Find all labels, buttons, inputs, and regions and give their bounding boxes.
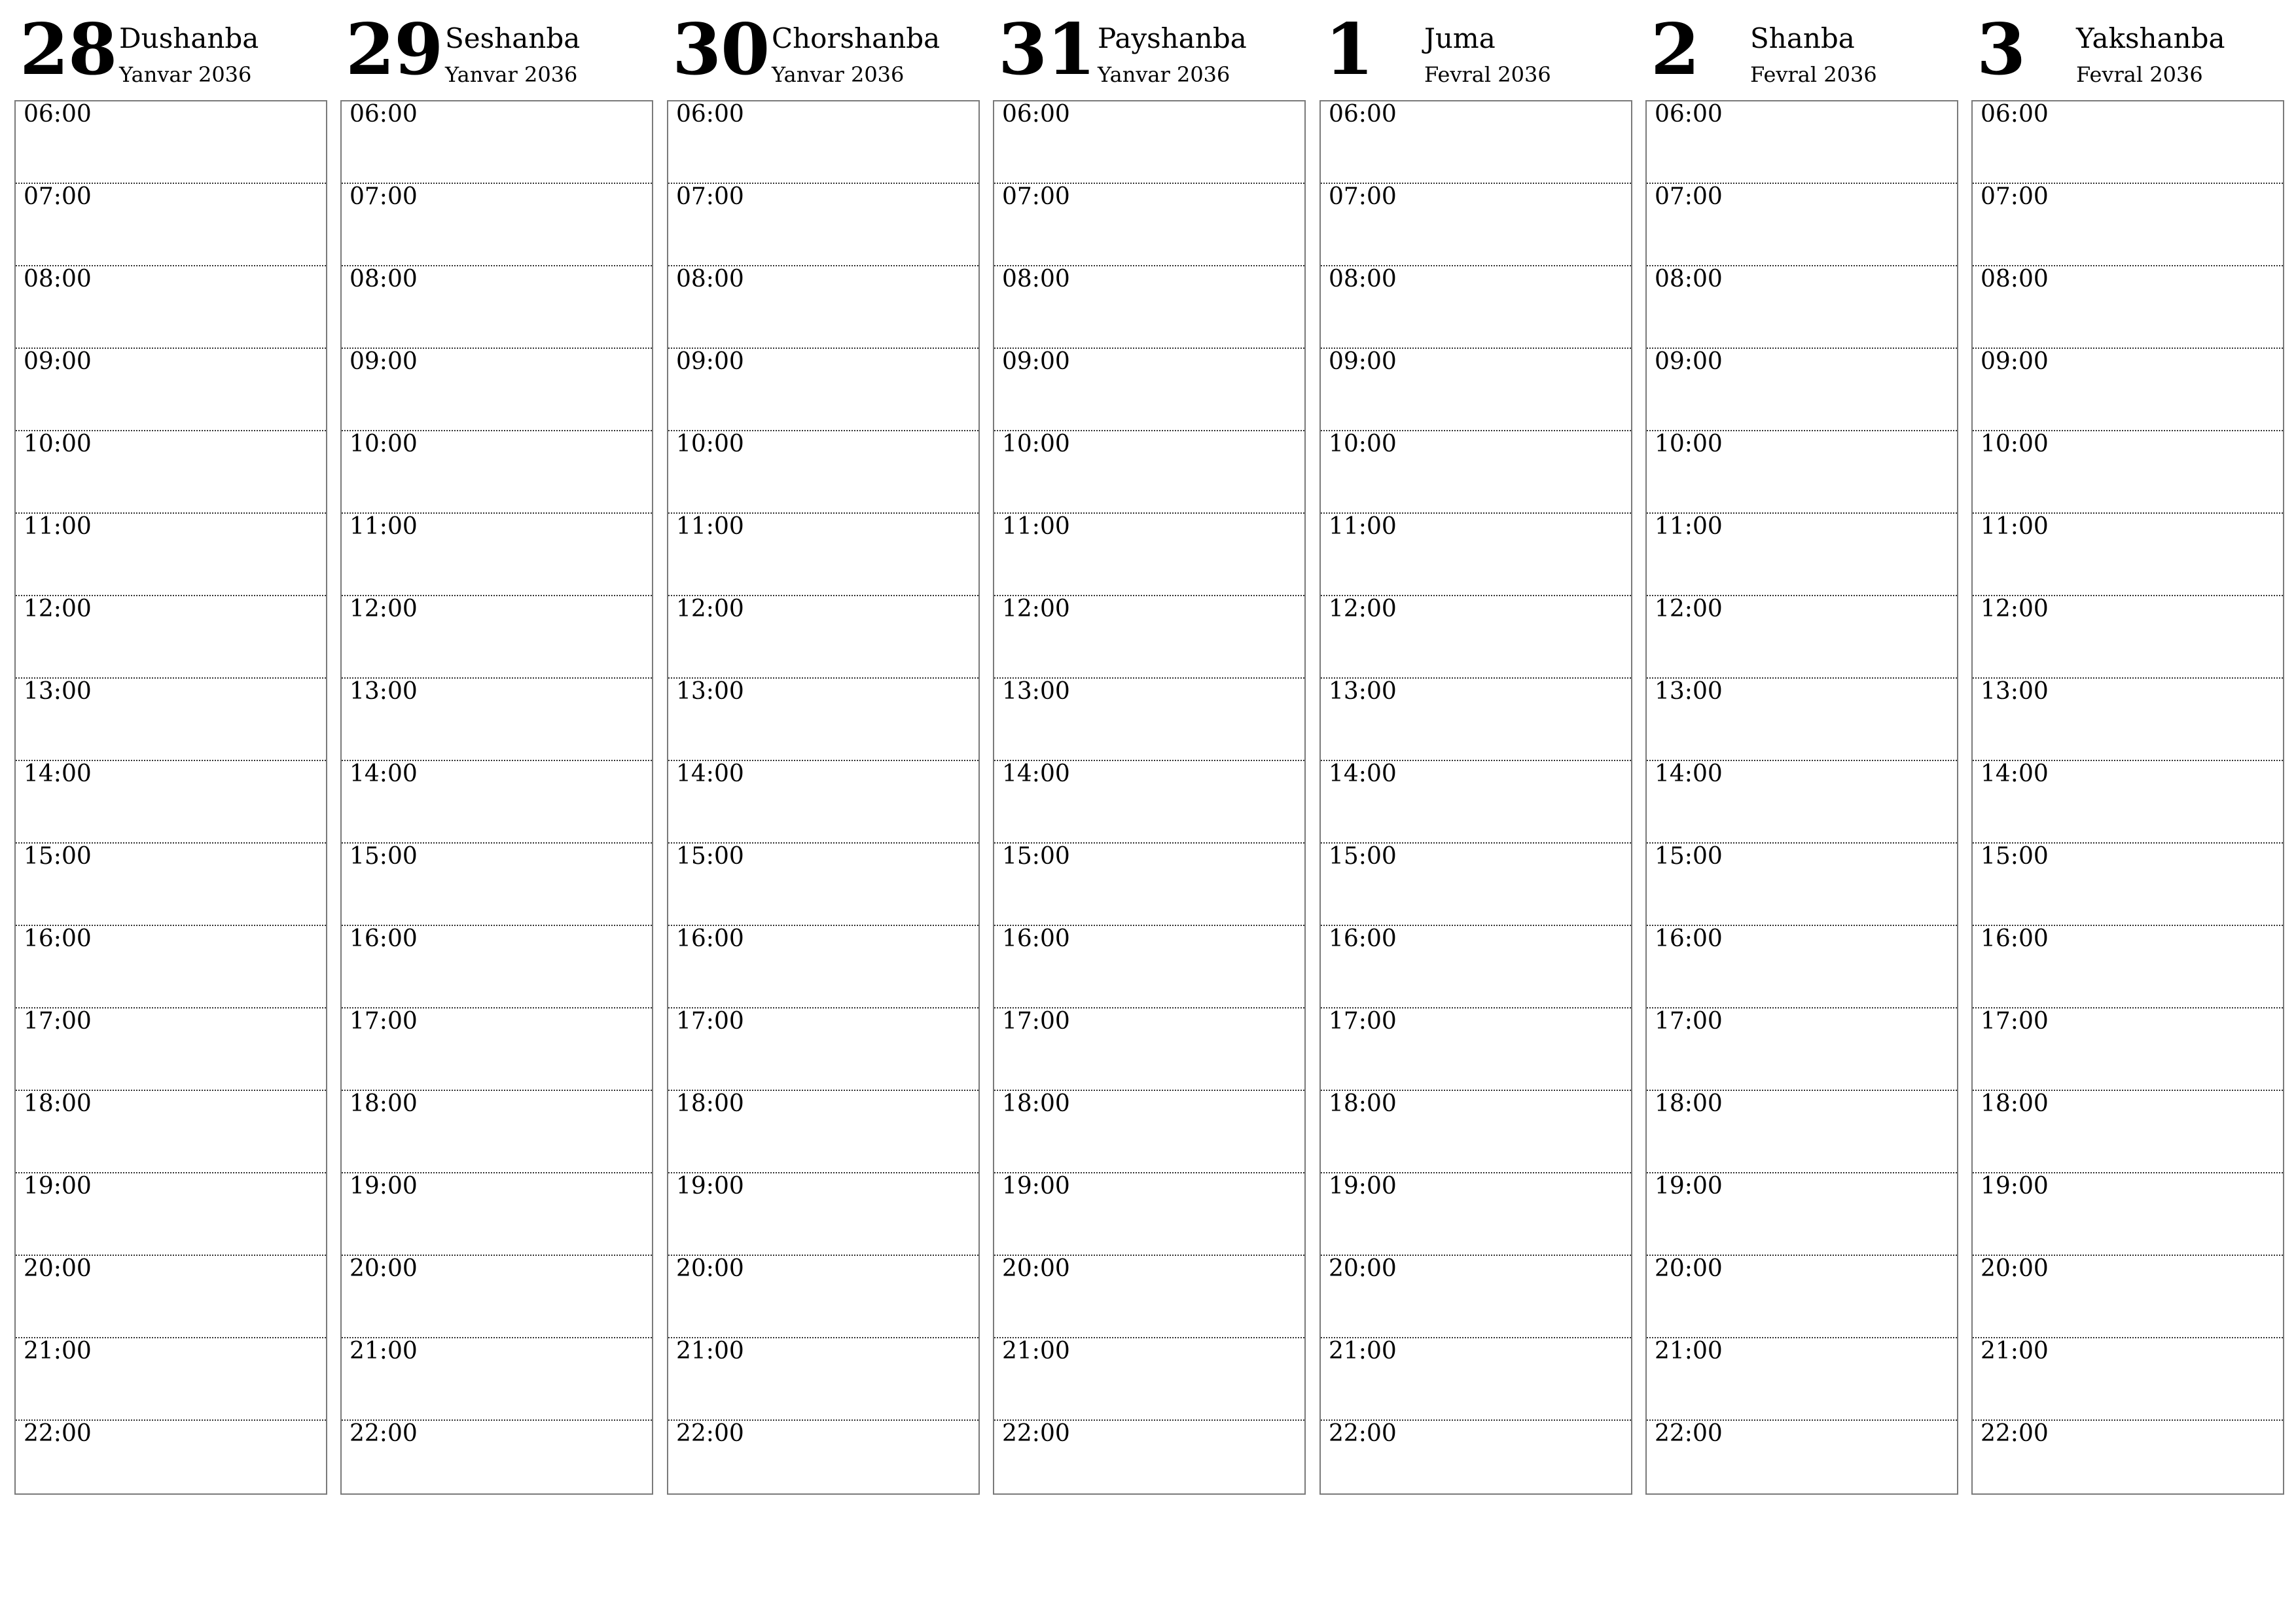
- hour-label: 20:00: [24, 1255, 92, 1282]
- hour-label: 09:00: [1329, 348, 1397, 375]
- hour-label: 19:00: [24, 1173, 92, 1200]
- hour-label: 10:00: [676, 431, 744, 457]
- hour-label: 19:00: [676, 1173, 744, 1200]
- hour-label: 07:00: [24, 183, 92, 210]
- day-header: [1319, 0, 1632, 98]
- hour-label: 15:00: [350, 843, 418, 870]
- hour-slot[interactable]: [1647, 266, 1957, 349]
- day-number: 3: [1977, 9, 2026, 91]
- hour-slot[interactable]: [16, 844, 326, 926]
- hour-label: 17:00: [1002, 1008, 1070, 1035]
- hour-slot[interactable]: [342, 679, 652, 761]
- hour-slot[interactable]: [342, 1338, 652, 1421]
- hour-label: 16:00: [24, 925, 92, 952]
- hour-label: 13:00: [24, 678, 92, 705]
- hour-label: 14:00: [1981, 760, 2049, 787]
- hour-slot[interactable]: [1647, 1338, 1957, 1421]
- hour-slot[interactable]: [342, 266, 652, 349]
- hour-label: 16:00: [350, 925, 418, 952]
- day-header: [340, 0, 653, 98]
- hour-label: 12:00: [1981, 596, 2049, 622]
- day-schedule-box: [1971, 100, 2284, 1495]
- hour-label: 18:00: [676, 1090, 744, 1117]
- hour-label: 10:00: [24, 431, 92, 457]
- hour-slot[interactable]: [1973, 679, 2283, 761]
- hour-slot[interactable]: [1647, 349, 1957, 431]
- day-column: [1645, 0, 1958, 1447]
- hour-slot[interactable]: [1321, 1173, 1631, 1256]
- hour-slot[interactable]: [1321, 761, 1631, 844]
- hour-slot[interactable]: [668, 761, 978, 844]
- day-number: 29: [346, 9, 443, 91]
- hour-slot[interactable]: [342, 514, 652, 596]
- hour-slot[interactable]: [1647, 926, 1957, 1008]
- hour-slot[interactable]: [16, 1091, 326, 1173]
- day-month: Fevral 2036: [2076, 62, 2203, 87]
- day-month: Yanvar 2036: [1098, 62, 1230, 87]
- day-month: Fevral 2036: [1424, 62, 1551, 87]
- day-number: 1: [1325, 9, 1374, 91]
- hour-slot[interactable]: [1647, 1008, 1957, 1091]
- hour-slot[interactable]: [994, 1008, 1304, 1091]
- hour-label: 10:00: [1655, 431, 1723, 457]
- hour-slot[interactable]: [342, 1421, 652, 1502]
- hour-label: 08:00: [1981, 266, 2049, 293]
- hour-label: 21:00: [24, 1338, 92, 1364]
- hour-label: 22:00: [24, 1420, 92, 1447]
- hour-slot[interactable]: [994, 1173, 1304, 1256]
- hour-slot[interactable]: [668, 514, 978, 596]
- hour-label: 15:00: [676, 843, 744, 870]
- hour-label: 21:00: [1002, 1338, 1070, 1364]
- hour-slot[interactable]: [994, 1421, 1304, 1502]
- hour-label: 10:00: [350, 431, 418, 457]
- hour-label: 18:00: [24, 1090, 92, 1117]
- hour-slot[interactable]: [1321, 431, 1631, 514]
- day-column: [1971, 0, 2284, 1447]
- hour-label: 07:00: [1981, 183, 2049, 210]
- hour-slot[interactable]: [1973, 184, 2283, 266]
- hour-slot[interactable]: [668, 1338, 978, 1421]
- hour-slot[interactable]: [668, 1173, 978, 1256]
- hour-label: 14:00: [1655, 760, 1723, 787]
- hour-slot[interactable]: [1321, 596, 1631, 679]
- hour-slot[interactable]: [1647, 431, 1957, 514]
- hour-label: 17:00: [1981, 1008, 2049, 1035]
- day-name: Seshanba: [445, 22, 581, 54]
- hour-label: 18:00: [1981, 1090, 2049, 1117]
- hour-slot[interactable]: [994, 349, 1304, 431]
- hour-label: 22:00: [1329, 1420, 1397, 1447]
- hour-slot[interactable]: [16, 761, 326, 844]
- hour-label: 13:00: [350, 678, 418, 705]
- hour-label: 22:00: [1981, 1420, 2049, 1447]
- hour-slot[interactable]: [1321, 1421, 1631, 1502]
- hour-slot[interactable]: [1973, 101, 2283, 184]
- hour-slot[interactable]: [1647, 1421, 1957, 1502]
- hour-slot[interactable]: [1321, 514, 1631, 596]
- hour-label: 18:00: [1002, 1090, 1070, 1117]
- hour-slot[interactable]: [1321, 679, 1631, 761]
- hour-slot[interactable]: [1973, 349, 2283, 431]
- hour-label: 12:00: [1655, 596, 1723, 622]
- day-column: [340, 0, 653, 1447]
- hour-label: 09:00: [676, 348, 744, 375]
- hour-slot[interactable]: [1321, 1091, 1631, 1173]
- hour-label: 15:00: [1981, 843, 2049, 870]
- day-header: [993, 0, 1306, 98]
- day-schedule-box: [14, 100, 327, 1495]
- hour-slot[interactable]: [668, 266, 978, 349]
- hour-slot[interactable]: [1647, 679, 1957, 761]
- hour-slot[interactable]: [668, 596, 978, 679]
- hour-slot[interactable]: [1321, 926, 1631, 1008]
- hour-label: 07:00: [1002, 183, 1070, 210]
- hour-slot[interactable]: [1647, 761, 1957, 844]
- hour-slot[interactable]: [16, 266, 326, 349]
- hour-slot[interactable]: [994, 761, 1304, 844]
- day-number: 30: [672, 9, 770, 91]
- hour-slot[interactable]: [342, 1091, 652, 1173]
- day-header: [14, 0, 327, 98]
- hour-slot[interactable]: [342, 349, 652, 431]
- hour-label: 16:00: [676, 925, 744, 952]
- hour-label: 15:00: [1655, 843, 1723, 870]
- hour-slot[interactable]: [1973, 1338, 2283, 1421]
- hour-slot[interactable]: [994, 926, 1304, 1008]
- hour-slot[interactable]: [1647, 1256, 1957, 1338]
- hour-label: 06:00: [1329, 101, 1397, 128]
- hour-slot[interactable]: [1973, 926, 2283, 1008]
- hour-label: 15:00: [24, 843, 92, 870]
- hour-label: 09:00: [350, 348, 418, 375]
- day-month: Yanvar 2036: [445, 62, 578, 87]
- hour-slot[interactable]: [1321, 349, 1631, 431]
- day-name: Yakshanba: [2076, 22, 2225, 54]
- hour-label: 06:00: [24, 101, 92, 128]
- hour-slot[interactable]: [668, 844, 978, 926]
- hour-label: 20:00: [1981, 1255, 2049, 1282]
- day-number: 28: [20, 9, 117, 91]
- hour-slot[interactable]: [342, 844, 652, 926]
- hour-label: 12:00: [1329, 596, 1397, 622]
- hour-slot[interactable]: [668, 926, 978, 1008]
- hour-slot[interactable]: [16, 514, 326, 596]
- hour-slot[interactable]: [1647, 101, 1957, 184]
- hour-slot[interactable]: [1321, 1256, 1631, 1338]
- hour-label: 17:00: [350, 1008, 418, 1035]
- hour-slot[interactable]: [1647, 1091, 1957, 1173]
- hour-label: 18:00: [1329, 1090, 1397, 1117]
- hour-slot[interactable]: [1321, 1338, 1631, 1421]
- hour-label: 18:00: [350, 1090, 418, 1117]
- hour-label: 14:00: [24, 760, 92, 787]
- hour-label: 14:00: [1002, 760, 1070, 787]
- hour-slot[interactable]: [16, 926, 326, 1008]
- hour-label: 21:00: [1655, 1338, 1723, 1364]
- hour-slot[interactable]: [342, 184, 652, 266]
- hour-label: 19:00: [1002, 1173, 1070, 1200]
- hour-slot[interactable]: [16, 1421, 326, 1502]
- hour-label: 13:00: [1329, 678, 1397, 705]
- hour-slot[interactable]: [342, 101, 652, 184]
- hour-slot[interactable]: [16, 679, 326, 761]
- hour-slot[interactable]: [994, 101, 1304, 184]
- day-schedule-box: [1319, 100, 1632, 1495]
- hour-label: 12:00: [676, 596, 744, 622]
- hour-label: 16:00: [1329, 925, 1397, 952]
- hour-label: 17:00: [1329, 1008, 1397, 1035]
- hour-label: 21:00: [350, 1338, 418, 1364]
- hour-slot[interactable]: [342, 431, 652, 514]
- hour-label: 12:00: [24, 596, 92, 622]
- hour-label: 07:00: [1655, 183, 1723, 210]
- hour-label: 06:00: [1981, 101, 2049, 128]
- hour-label: 16:00: [1655, 925, 1723, 952]
- hour-slot[interactable]: [16, 349, 326, 431]
- day-number: 2: [1651, 9, 1700, 91]
- hour-label: 17:00: [24, 1008, 92, 1035]
- hour-label: 22:00: [350, 1420, 418, 1447]
- hour-label: 09:00: [1981, 348, 2049, 375]
- hour-slot[interactable]: [16, 1008, 326, 1091]
- hour-label: 17:00: [676, 1008, 744, 1035]
- hour-slot[interactable]: [668, 1091, 978, 1173]
- day-schedule-box: [993, 100, 1306, 1495]
- hour-label: 10:00: [1002, 431, 1070, 457]
- hour-label: 13:00: [1002, 678, 1070, 705]
- hour-slot[interactable]: [668, 101, 978, 184]
- hour-label: 20:00: [1329, 1255, 1397, 1282]
- hour-slot[interactable]: [668, 679, 978, 761]
- hour-label: 11:00: [24, 513, 92, 540]
- hour-slot[interactable]: [1973, 514, 2283, 596]
- hour-label: 11:00: [676, 513, 744, 540]
- hour-slot[interactable]: [1647, 514, 1957, 596]
- hour-slot[interactable]: [16, 431, 326, 514]
- day-schedule-box: [1645, 100, 1958, 1495]
- hour-slot[interactable]: [1973, 761, 2283, 844]
- hour-slot[interactable]: [1321, 266, 1631, 349]
- hour-slot[interactable]: [668, 1008, 978, 1091]
- hour-slot[interactable]: [994, 1338, 1304, 1421]
- hour-slot[interactable]: [668, 184, 978, 266]
- hour-slot[interactable]: [994, 266, 1304, 349]
- day-month: Yanvar 2036: [772, 62, 905, 87]
- hour-label: 08:00: [1002, 266, 1070, 293]
- hour-slot[interactable]: [1647, 1173, 1957, 1256]
- hour-slot[interactable]: [1321, 101, 1631, 184]
- hour-label: 06:00: [676, 101, 744, 128]
- day-name: Shanba: [1750, 22, 1855, 54]
- hour-slot[interactable]: [668, 431, 978, 514]
- hour-label: 06:00: [350, 101, 418, 128]
- day-name: Chorshanba: [772, 22, 941, 54]
- hour-label: 20:00: [1655, 1255, 1723, 1282]
- day-name: Dushanba: [119, 22, 259, 54]
- hour-label: 17:00: [1655, 1008, 1723, 1035]
- hour-slot[interactable]: [1973, 1008, 2283, 1091]
- hour-label: 08:00: [1329, 266, 1397, 293]
- day-column: [1319, 0, 1632, 1447]
- hour-label: 19:00: [1655, 1173, 1723, 1200]
- hour-slot[interactable]: [994, 596, 1304, 679]
- hour-label: 08:00: [350, 266, 418, 293]
- hour-slot[interactable]: [1973, 1091, 2283, 1173]
- hour-slot[interactable]: [16, 596, 326, 679]
- hour-label: 11:00: [1981, 513, 2049, 540]
- hour-label: 09:00: [1655, 348, 1723, 375]
- hour-slot[interactable]: [1321, 1008, 1631, 1091]
- hour-slot[interactable]: [16, 1256, 326, 1338]
- hour-slot[interactable]: [1973, 1256, 2283, 1338]
- hour-slot[interactable]: [1973, 266, 2283, 349]
- hour-label: 20:00: [676, 1255, 744, 1282]
- hour-label: 16:00: [1002, 925, 1070, 952]
- day-name: Juma: [1424, 22, 1496, 54]
- day-column: [14, 0, 327, 1447]
- hour-slot[interactable]: [994, 1091, 1304, 1173]
- hour-label: 13:00: [1655, 678, 1723, 705]
- hour-label: 14:00: [676, 760, 744, 787]
- hour-label: 13:00: [1981, 678, 2049, 705]
- hour-slot[interactable]: [342, 1008, 652, 1091]
- hour-label: 22:00: [1655, 1420, 1723, 1447]
- hour-label: 12:00: [350, 596, 418, 622]
- hour-label: 19:00: [350, 1173, 418, 1200]
- hour-label: 16:00: [1981, 925, 2049, 952]
- hour-label: 15:00: [1329, 843, 1397, 870]
- hour-slot[interactable]: [668, 1256, 978, 1338]
- hour-slot[interactable]: [1647, 184, 1957, 266]
- hour-slot[interactable]: [1647, 596, 1957, 679]
- hour-slot[interactable]: [1321, 184, 1631, 266]
- hour-label: 06:00: [1002, 101, 1070, 128]
- day-schedule-box: [667, 100, 980, 1495]
- hour-label: 07:00: [676, 183, 744, 210]
- hour-slot[interactable]: [16, 184, 326, 266]
- hour-label: 21:00: [1981, 1338, 2049, 1364]
- hour-label: 20:00: [350, 1255, 418, 1282]
- hour-slot[interactable]: [1321, 844, 1631, 926]
- day-name: Payshanba: [1098, 22, 1247, 54]
- hour-slot[interactable]: [1647, 844, 1957, 926]
- hour-slot[interactable]: [994, 514, 1304, 596]
- hour-slot[interactable]: [668, 1421, 978, 1502]
- hour-slot[interactable]: [994, 1256, 1304, 1338]
- hour-label: 10:00: [1981, 431, 2049, 457]
- hour-label: 06:00: [1655, 101, 1723, 128]
- hour-label: 11:00: [1655, 513, 1723, 540]
- day-header: [1971, 0, 2284, 98]
- hour-label: 15:00: [1002, 843, 1070, 870]
- hour-slot[interactable]: [994, 844, 1304, 926]
- hour-slot[interactable]: [994, 431, 1304, 514]
- hour-label: 22:00: [676, 1420, 744, 1447]
- hour-label: 08:00: [676, 266, 744, 293]
- hour-slot[interactable]: [1973, 844, 2283, 926]
- day-header: [1645, 0, 1958, 98]
- day-month: Yanvar 2036: [119, 62, 252, 87]
- hour-label: 14:00: [1329, 760, 1397, 787]
- hour-label: 08:00: [24, 266, 92, 293]
- hour-label: 09:00: [24, 348, 92, 375]
- hour-label: 21:00: [1329, 1338, 1397, 1364]
- hour-slot[interactable]: [1973, 596, 2283, 679]
- hour-label: 19:00: [1981, 1173, 2049, 1200]
- day-month: Fevral 2036: [1750, 62, 1877, 87]
- hour-label: 11:00: [350, 513, 418, 540]
- hour-label: 18:00: [1655, 1090, 1723, 1117]
- hour-label: 19:00: [1329, 1173, 1397, 1200]
- hour-label: 21:00: [676, 1338, 744, 1364]
- day-schedule-box: [340, 100, 653, 1495]
- hour-label: 10:00: [1329, 431, 1397, 457]
- hour-label: 07:00: [350, 183, 418, 210]
- hour-label: 20:00: [1002, 1255, 1070, 1282]
- hour-slot[interactable]: [994, 679, 1304, 761]
- hour-slot[interactable]: [342, 1173, 652, 1256]
- hour-label: 12:00: [1002, 596, 1070, 622]
- hour-label: 07:00: [1329, 183, 1397, 210]
- hour-label: 14:00: [350, 760, 418, 787]
- hour-label: 08:00: [1655, 266, 1723, 293]
- hour-slot[interactable]: [1973, 1421, 2283, 1502]
- hour-slot[interactable]: [994, 184, 1304, 266]
- hour-slot[interactable]: [1973, 431, 2283, 514]
- hour-label: 22:00: [1002, 1420, 1070, 1447]
- day-header: [667, 0, 980, 98]
- day-number: 31: [998, 9, 1096, 91]
- hour-slot[interactable]: [16, 1173, 326, 1256]
- hour-label: 13:00: [676, 678, 744, 705]
- hour-slot[interactable]: [1973, 1173, 2283, 1256]
- hour-slot[interactable]: [668, 349, 978, 431]
- day-column: [993, 0, 1306, 1447]
- hour-label: 09:00: [1002, 348, 1070, 375]
- hour-slot[interactable]: [342, 761, 652, 844]
- day-column: [667, 0, 980, 1447]
- hour-slot[interactable]: [342, 596, 652, 679]
- hour-label: 11:00: [1002, 513, 1070, 540]
- hour-label: 11:00: [1329, 513, 1397, 540]
- hour-slot[interactable]: [16, 1338, 326, 1421]
- hour-slot[interactable]: [342, 926, 652, 1008]
- hour-slot[interactable]: [16, 101, 326, 184]
- hour-slot[interactable]: [342, 1256, 652, 1338]
